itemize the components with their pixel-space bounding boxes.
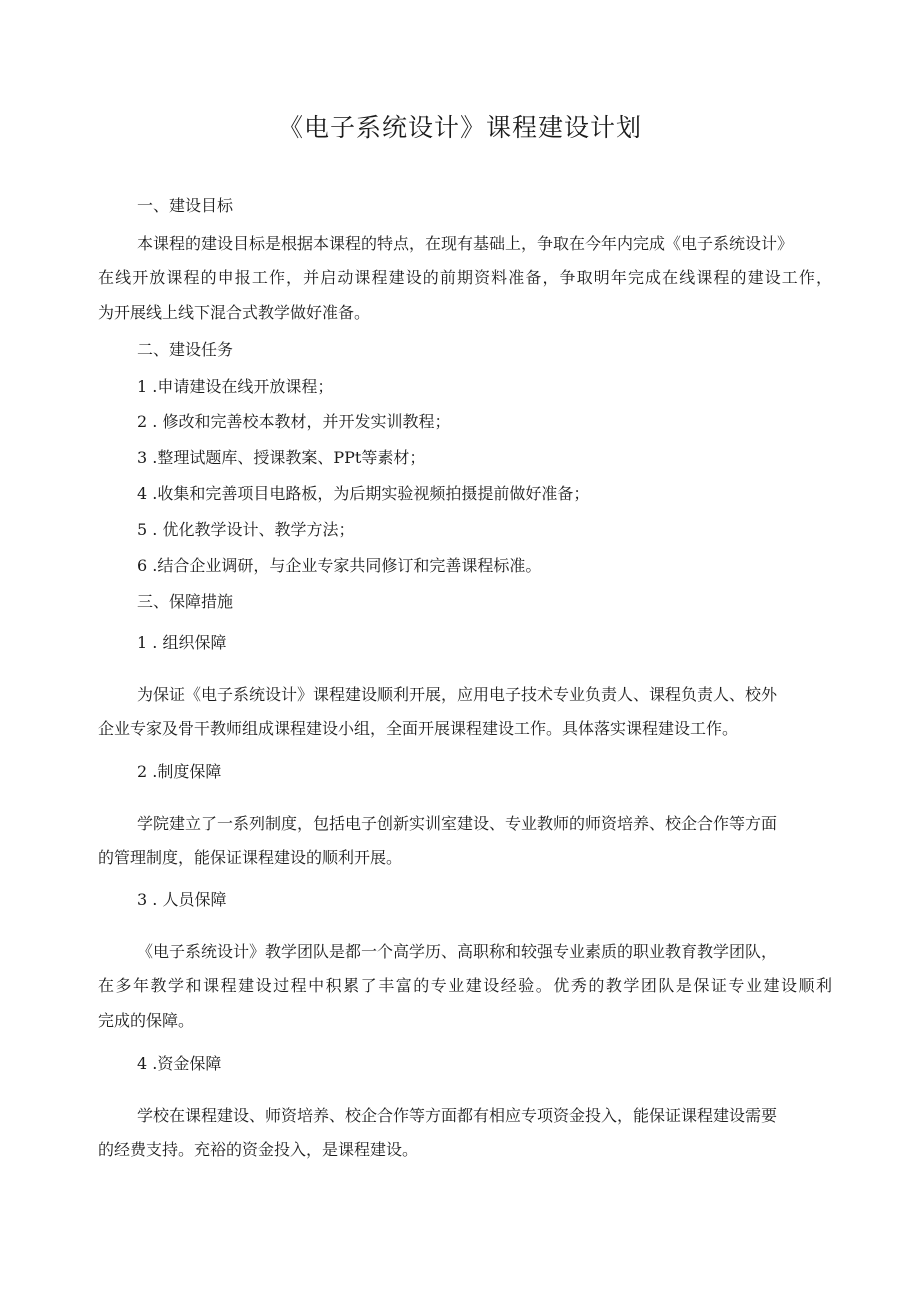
subsection-heading-funding: 4 .资金保障 [137, 1054, 222, 1073]
subsection-heading-personnel: 3 . 人员保障 [137, 890, 227, 909]
subsection-heading-organization: 1 . 组织保障 [137, 633, 227, 652]
funding-paragraph-line: 的经费支持。充裕的资金投入，是课程建设。 [98, 1140, 419, 1159]
task-item: 1 .申请建设在线开放课程； [137, 377, 334, 396]
section-heading-measures: 三、保障措施 [137, 592, 234, 611]
personnel-paragraph-line: 在多年教学和课程建设过程中积累了丰富的专业建设经验。优秀的教学团队是保证专业建设顺利 [98, 976, 832, 995]
funding-paragraph-line: 学校在课程建设、师资培养、校企合作等方面都有相应专项资金投入，能保证课程建设需要 [137, 1106, 778, 1125]
system-paragraph-line: 的管理制度，能保证课程建设的顺利开展。 [98, 848, 403, 867]
personnel-paragraph-line: 完成的保障。 [98, 1011, 195, 1030]
document-title: 《电子系统设计》课程建设计划 [277, 113, 642, 142]
subsection-heading-system: 2 .制度保障 [137, 762, 222, 781]
task-item: 5 . 优化教学设计、教学方法； [137, 520, 355, 539]
task-item: 6 .结合企业调研，与企业专家共同修订和完善课程标准。 [137, 556, 542, 575]
section-heading-goals: 一、建设目标 [137, 196, 234, 215]
organization-paragraph-line: 为保证《电子系统设计》课程建设顺利开展，应用电子技术专业负责人、课程负责人、校外 [137, 685, 778, 704]
goals-paragraph-line: 为开展线上线下混合式教学做好准备。 [98, 303, 371, 322]
organization-paragraph-line: 企业专家及骨干教师组成课程建设小组，全面开展课程建设工作。具体落实课程建设工作。 [98, 719, 739, 738]
personnel-paragraph-line: 《电子系统设计》教学团队是都一个高学历、高职称和较强专业素质的职业教育教学团队， [137, 942, 778, 961]
task-item: 2 . 修改和完善校本教材，并开发实训教程； [137, 412, 451, 431]
section-heading-tasks: 二、建设任务 [137, 340, 234, 359]
system-paragraph-line: 学院建立了一系列制度，包括电子创新实训室建设、专业教师的师资培养、校企合作等方面 [137, 814, 778, 833]
task-item: 3 .整理试题库、授课教案、PPt等素材； [137, 448, 426, 467]
goals-paragraph-line: 在线开放课程的申报工作，并启动课程建设的前期资料准备，争取明年完成在线课程的建设工作， [98, 268, 832, 287]
task-item: 4 .收集和完善项目电路板，为后期实验视频拍摄提前做好准备； [137, 484, 590, 503]
goals-paragraph-line: 本课程的建设目标是根据本课程的特点，在现有基础上，争取在今年内完成《电子系统设计》 [137, 234, 794, 253]
